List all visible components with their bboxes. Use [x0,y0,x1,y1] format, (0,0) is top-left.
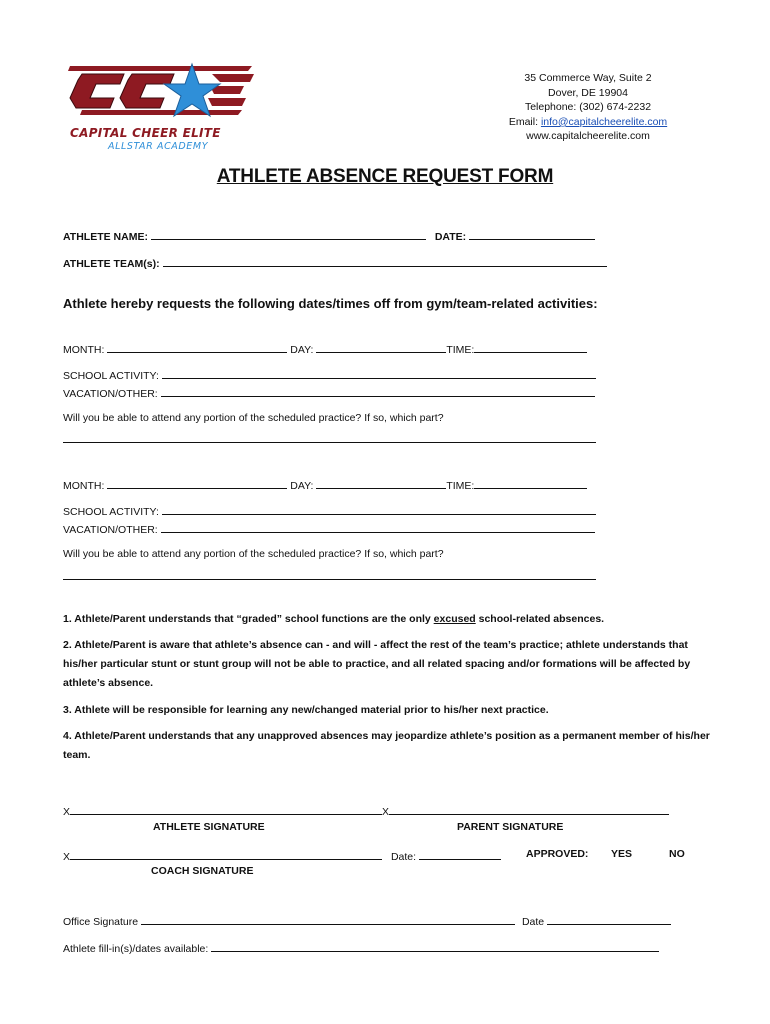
time-field[interactable] [474,341,587,353]
block1-vacation-row [63,385,595,400]
athlete-name-field[interactable] [151,228,426,240]
coach-signature-field[interactable] [70,848,382,860]
vacation-label: VACATION/OTHER: [63,388,158,400]
statement-1-text-end: school-related absences. [475,613,605,625]
athlete-team-row [63,255,607,270]
school-activity-label: SCHOOL ACTIVITY: [63,370,159,382]
signature-row-1 [63,803,669,818]
day-label: DAY: [290,344,314,356]
vacation-field[interactable] [161,385,595,397]
block1-question: Will you be able to attend any portion of the scheduled practice? If so, which part? [63,412,444,424]
office-date-label: Date [521,916,545,928]
month-label: MONTH: [63,344,105,356]
approved-label: APPROVED: [526,848,589,860]
office-signature-label: Office Signature [63,916,139,928]
date-label: DATE: [434,231,467,243]
fill-ins-row [63,940,659,955]
contact-address [488,71,688,144]
school-activity-label: SCHOOL ACTIVITY: [63,506,159,518]
x-mark: X [382,806,390,818]
day-field[interactable] [316,341,446,353]
date-label: Date: [390,851,417,863]
office-signature-field[interactable] [141,913,515,925]
block1-answer-field[interactable] [63,442,596,443]
statement-2: 2. Athlete/Parent is aware that athlete’s absence can - and will - affect the rest of the team’s practice; athlete understands that his/her particular stunt or stunt group will not be able to practice, and all related spacing and/or formations will be affected by athlete’s absence. [63,639,691,689]
athlete-team-field[interactable] [163,255,607,267]
statement-3: 3. Athlete will be responsible for learning any new/changed material prior to his/her next practice. [63,704,549,716]
athlete-name-label: ATHLETE NAME: [63,231,148,243]
vacation-field[interactable] [161,521,595,533]
signature-row-2 [63,848,501,863]
logo-emblem-icon [62,58,262,128]
office-signature-row [63,913,671,928]
address-city: Dover, DE 19904 [548,86,628,99]
athlete-signature-field[interactable] [70,803,382,815]
block2-question: Will you be able to attend any portion of the scheduled practice? If so, which part? [63,548,444,560]
statement-1 [63,610,713,629]
block2-answer-field[interactable] [63,579,596,580]
address-street: 35 Commerce Way, Suite 2 [524,72,652,84]
day-label: DAY: [290,480,314,492]
x-mark: X [63,806,71,818]
block2-vacation-row [63,521,595,536]
month-label: MONTH: [63,480,105,492]
x-mark: X [63,851,71,863]
time-label: TIME: [446,480,475,492]
statement-1-text: 1. Athlete/Parent understands that “graded” school functions are the only [63,613,434,625]
fill-ins-label: Athlete fill-in(s)/dates available: [63,943,209,955]
logo-name: CAPITAL CHEER ELITE [70,126,221,140]
office-date-field[interactable] [547,913,671,925]
day-field[interactable] [316,477,446,489]
form-title: ATHLETE ABSENCE REQUEST FORM [216,166,554,187]
school-activity-field[interactable] [162,367,596,379]
logo-tagline: ALLSTAR ACADEMY [108,141,209,152]
athlete-team-label: ATHLETE TEAM(s): [63,258,160,270]
parent-signature-field[interactable] [389,803,669,815]
coach-date-field[interactable] [419,848,501,860]
date-field[interactable] [469,228,595,240]
address-email-row [488,115,688,130]
athlete-name-row [63,228,595,243]
email-link[interactable]: info@capitalcheerelite.com [540,115,668,128]
email-label: Email: [508,115,539,128]
statement-4: 4. Athlete/Parent understands that any unapproved absences may jeopardize athlete’s position as a permanent member of his/her team. [63,730,710,761]
fill-ins-field[interactable] [211,940,659,952]
request-heading: Athlete hereby requests the following dates/times off from gym/team-related activities: [63,296,598,311]
block1-month-row [63,341,587,356]
month-field[interactable] [107,341,287,353]
statement-1-emphasis: excused [433,613,476,625]
vacation-label: VACATION/OTHER: [63,524,158,536]
coach-signature-label: COACH SIGNATURE [151,865,254,877]
block2-month-row [63,477,587,492]
block1-school-row [63,367,596,382]
school-activity-field[interactable] [162,503,596,515]
time-field[interactable] [474,477,587,489]
block2-school-row [63,503,596,518]
parent-signature-label: PARENT SIGNATURE [457,821,564,833]
approved-yes-option[interactable]: YES [611,848,633,860]
athlete-signature-label: ATHLETE SIGNATURE [153,821,265,833]
address-telephone: Telephone: (302) 674-2232 [524,101,652,114]
approved-no-option[interactable]: NO [669,848,685,860]
address-website[interactable]: www.capitalcheerelite.com [526,130,650,143]
time-label: TIME: [446,344,475,356]
month-field[interactable] [107,477,287,489]
